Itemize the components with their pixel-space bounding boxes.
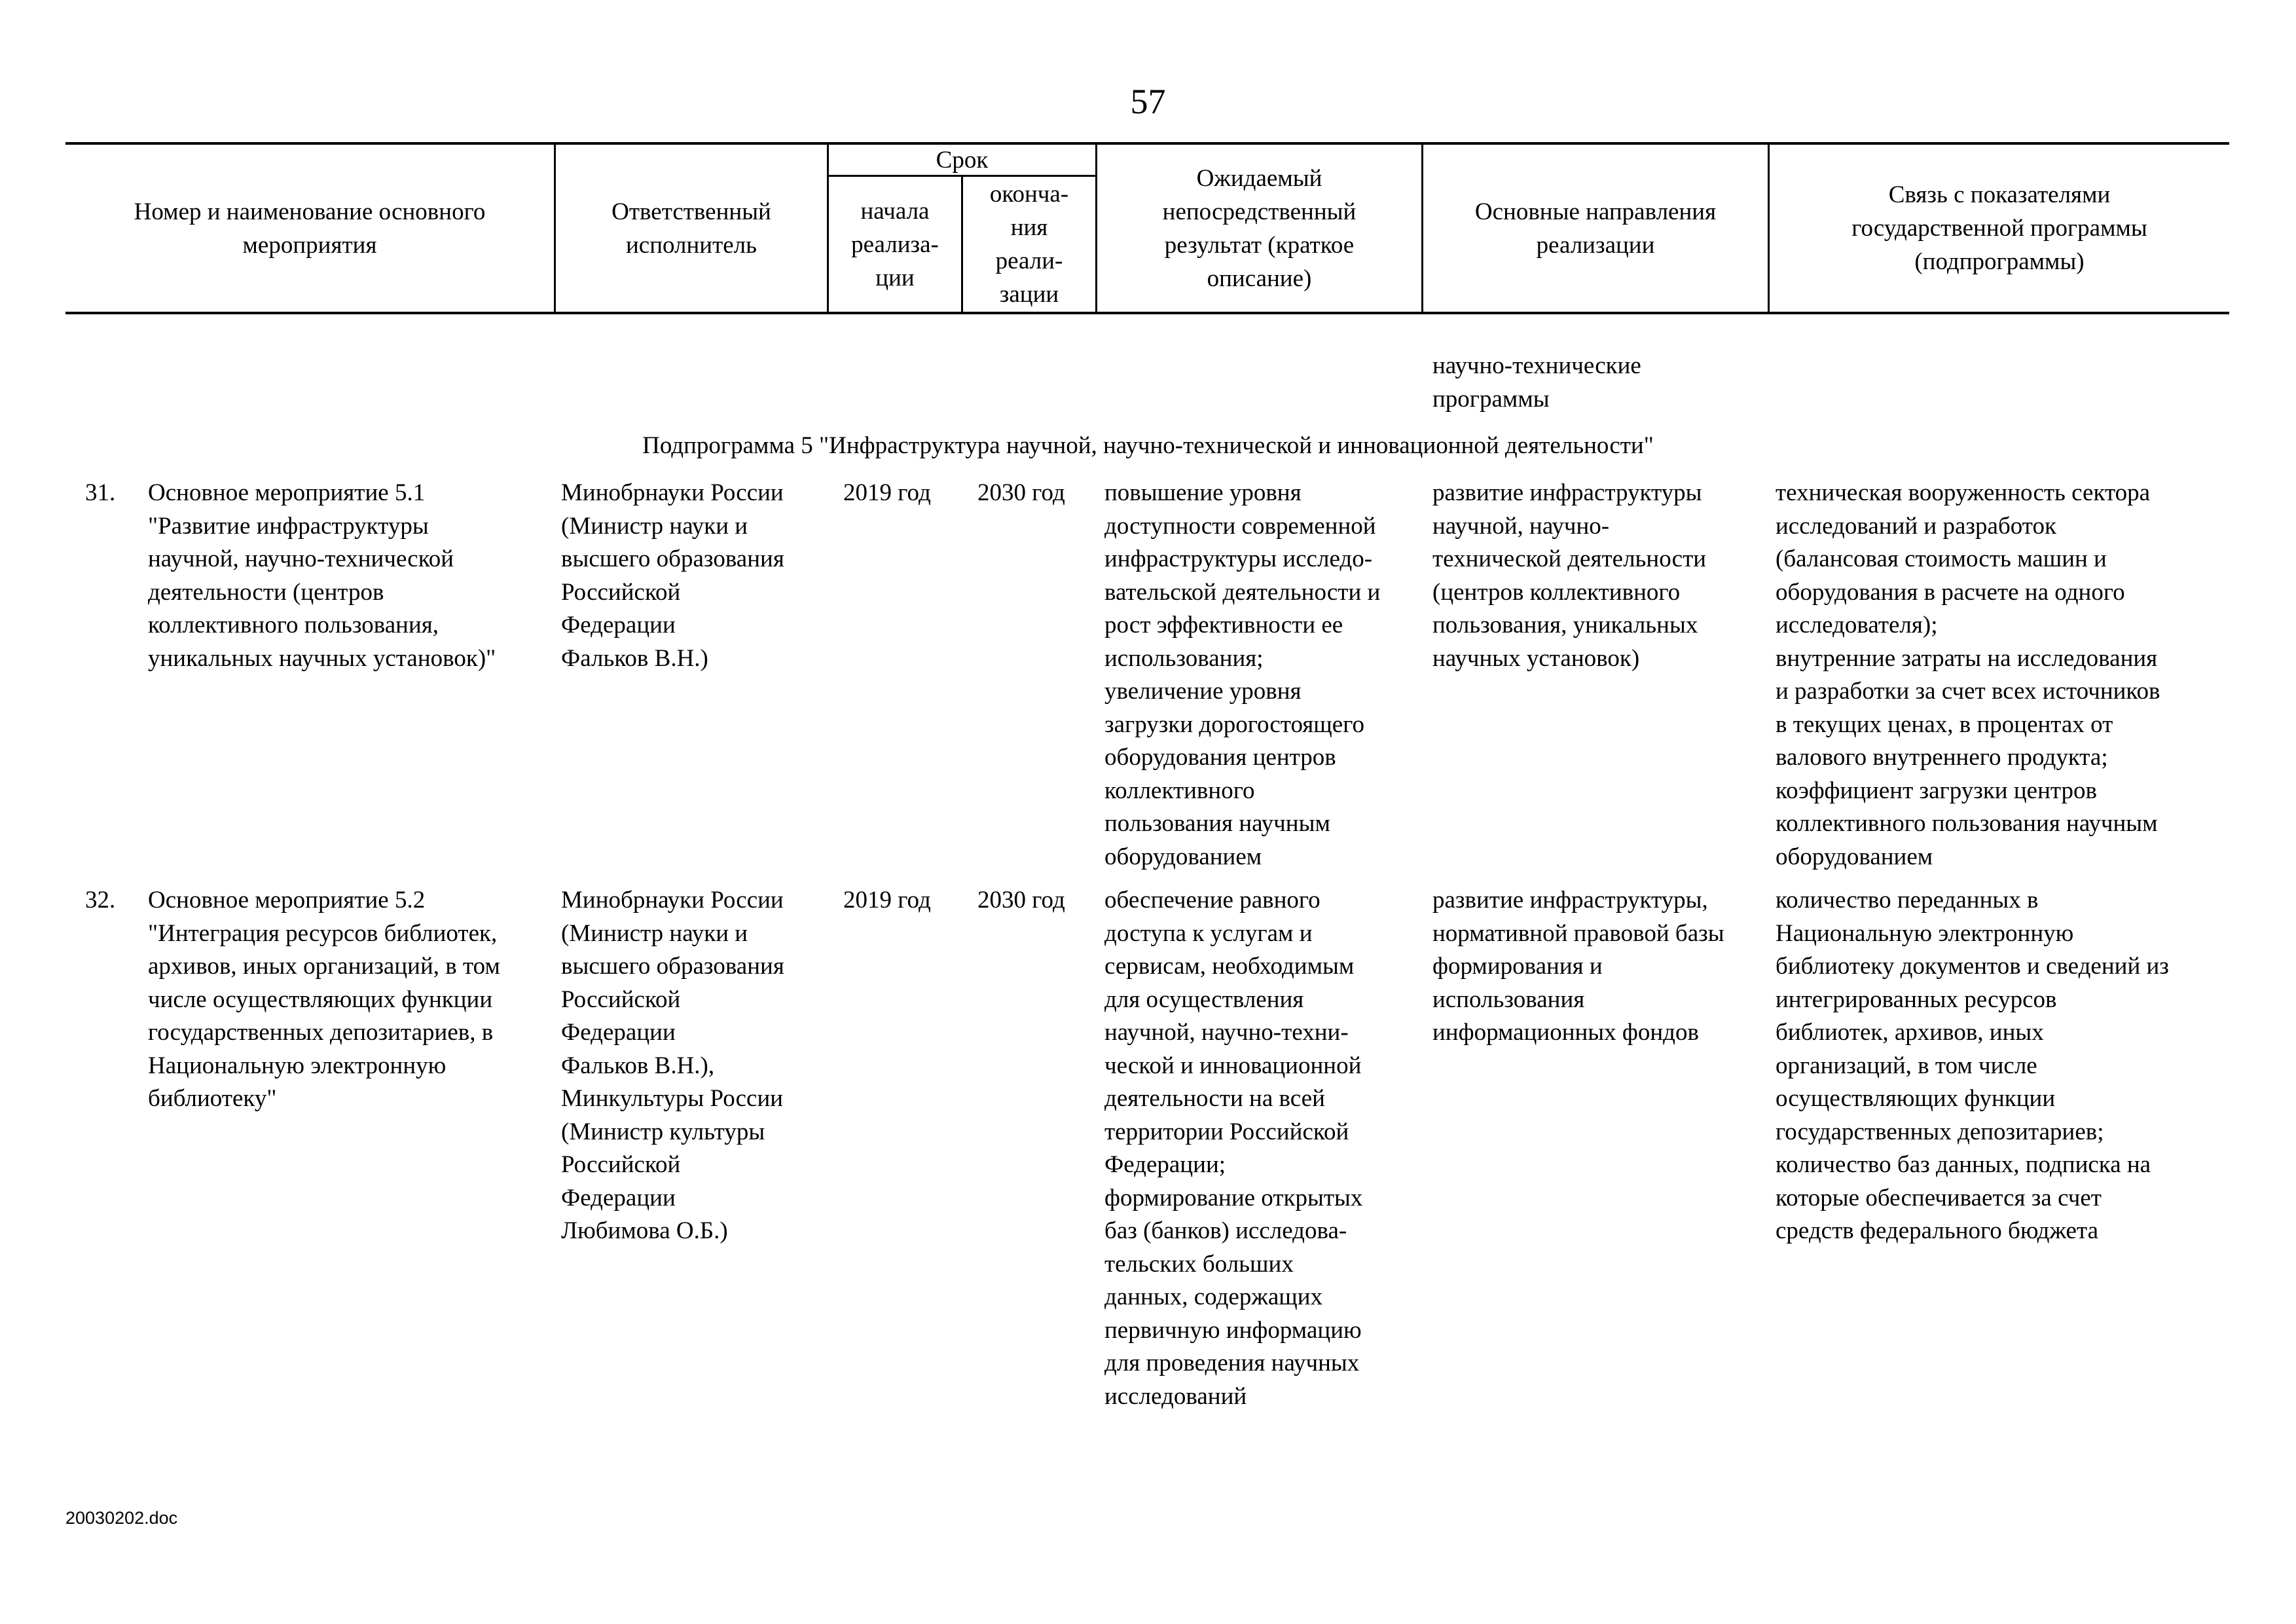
row-directions: развитие инфраструктуры, нормативной правовой базы формирования и использования информационных фондов	[1432, 887, 1724, 1046]
row-number: 32.	[85, 887, 116, 913]
row-link: количество переданных в Национальную электронную библиотеку документов и сведений из интегрированных ресурсов библиотек, архивов, иных организаций, в том числе осуществляющих функции государственных депозитариев; количество баз данных, подписка на которые обеспечивается за счет средств федерального бюджета	[1776, 887, 2169, 1244]
header-col-link: Связь с показателями государственной программы (подпрограммы)	[1851, 181, 2147, 275]
subprogram-title: Подпрограмма 5 "Инфраструктура научной, научно-технической и инновационной деятельности"	[642, 432, 1654, 459]
row-executor: Минобрнауки России (Министр науки и высшего образования Российской Федерации Фальков В.Н.)	[561, 479, 784, 672]
row-end: 2030 год	[977, 479, 1065, 506]
continuation-directions: научно-технические программы	[1432, 352, 1641, 413]
row-directions: развитие инфраструктуры научной, научно- технической деятельности (центров коллективного пользования, уникальных научных установок)	[1432, 479, 1707, 672]
row-link: техническая вооруженность сектора исследований и разработок (балансовая стоимость машин и оборудования в расчете на одного исследователя); внутренние затраты на исследования и разработки за счет всех источников в текущих ценах, в процентах от валового внутреннего продукта; коэффициент загрузки центров коллективного пользования научным оборудованием	[1776, 479, 2160, 870]
header-col-end: оконча- ния реали- зации	[989, 181, 1069, 308]
row-result: повышение уровня доступности современной инфраструктуры исследо- вательской деятельности и рост эффективности ее использования; увеличение уровня загрузки дорогостоящего оборудования центров коллективного пользования научным оборудованием	[1104, 479, 1381, 870]
header-col-executor: Ответственный исполнитель	[611, 198, 771, 259]
row-name: Основное мероприятие 5.2 "Интеграция ресурсов библиотек, архивов, иных организаций, в том числе осуществляющих функции государственных депозитариев, в Национальную электронную библиотеку"	[148, 887, 500, 1112]
row-number: 31.	[85, 479, 116, 506]
row-executor: Минобрнауки России (Министр науки и высшего образования Российской Федерации Фальков В.Н.), Минкультуры России (Министр культуры Российской Федерации Любимова О.Б.)	[561, 887, 784, 1244]
row-result: обеспечение равного доступа к услугам и сервисам, необходимым для осуществления научной, научно-техни- ческой и инновационной деятельности на всей территории Российской Федерации; формирование открытых баз (банков) исследова- тельских больших данных, содержащих первичную информацию для проведения научных исследований	[1104, 887, 1363, 1410]
header-col-start: начала реализа- ции	[851, 197, 939, 291]
row-end: 2030 год	[977, 887, 1065, 913]
header-srok: Срок	[936, 146, 989, 174]
header-col-result: Ожидаемый непосредственный результат (краткое описание)	[1162, 164, 1357, 292]
table-header-bottom-border	[65, 312, 2229, 314]
row-start: 2019 год	[843, 479, 931, 506]
row-start: 2019 год	[843, 887, 931, 913]
page-number: 57	[1130, 82, 1166, 121]
header-col-directions: Основные направления реализации	[1474, 198, 1717, 259]
header-col-name: Номер и наименование основного мероприятия	[134, 198, 486, 259]
footer-filename: 20030202.doc	[65, 1508, 178, 1528]
row-name: Основное мероприятие 5.1 "Развитие инфраструктуры научной, научно-технической деятельности (центров коллективного пользования, уникальных научных установок)"	[148, 479, 496, 672]
